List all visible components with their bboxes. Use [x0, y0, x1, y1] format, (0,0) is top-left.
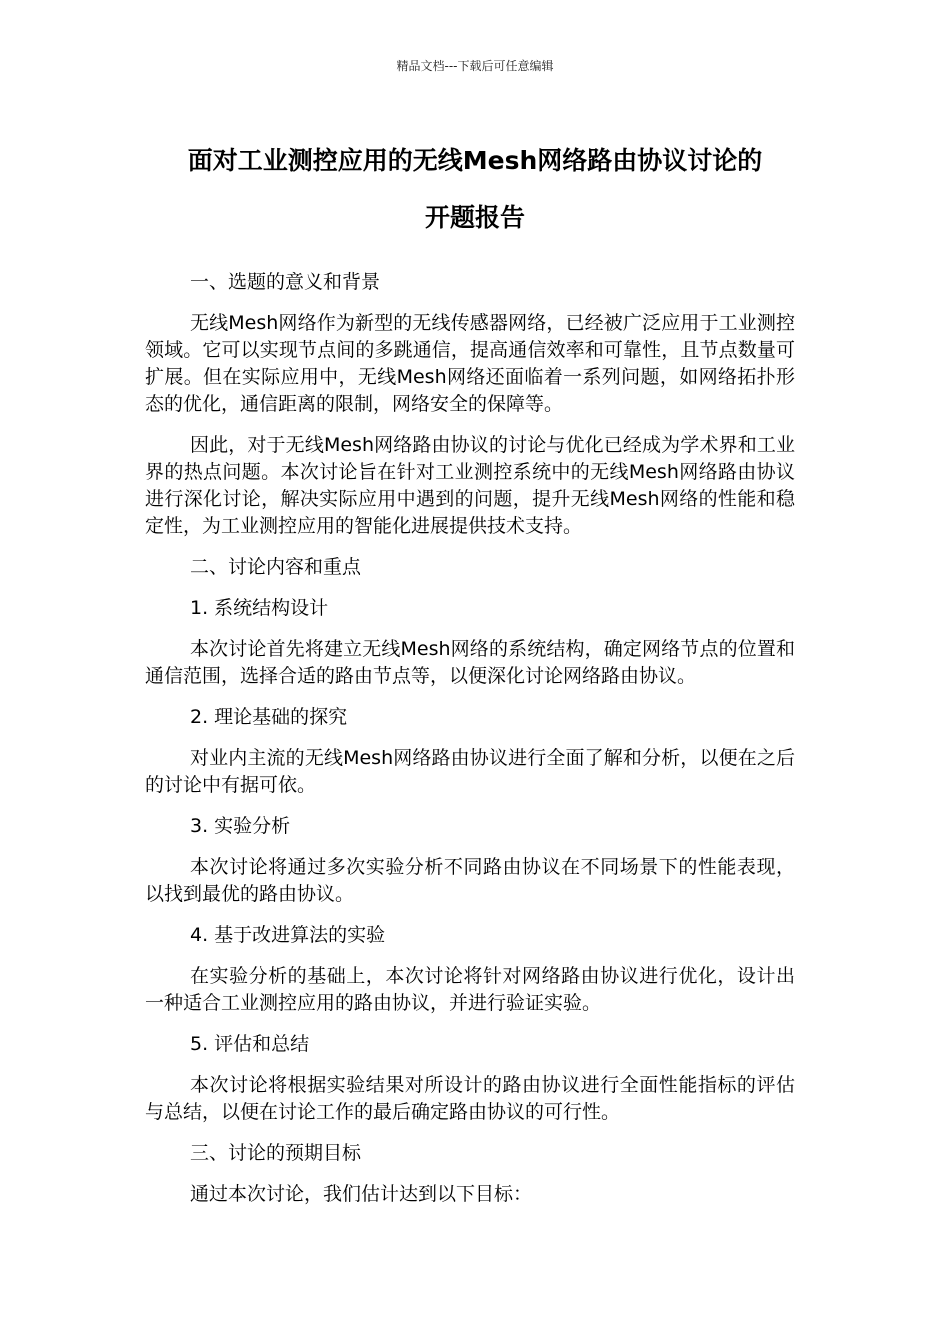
item3-text: 本次讨论将通过多次实验分析不同路由协议在不同场景下的性能表现，以找到最优的路由协议。 — [145, 856, 795, 905]
document-title — [100, 132, 850, 246]
document-body — [145, 269, 795, 1222]
section1-heading: 一、选题的意义和背景 — [190, 271, 381, 293]
item4-text: 在实验分析的基础上，本次讨论将针对网络路由协议进行优化，设计出一种适合工业测控应用的路由协议，并进行验证实验。 — [145, 965, 795, 1014]
item2-heading: 2. 理论基础的探究 — [190, 706, 348, 728]
section1-paragraph-1: 无线Mesh网络作为新型的无线传感器网络，已经被广泛应用于工业测控领域。它可以实现节点间的多跳通信，提高通信效率和可靠性，且节点数量可扩展。但在实际应用中，无线Mesh网络还面临着一系列问题，如网络拓扑形态的优化，通信距离的限制，网络安全的保障等。 — [145, 312, 795, 415]
item3-heading: 3. 实验分析 — [190, 815, 291, 837]
header-watermark: 精品文档---下载后可任意编辑 — [396, 59, 554, 73]
section1-paragraph-2: 因此，对于无线Mesh网络路由协议的讨论与优化已经成为学术界和工业界的热点问题。本次讨论旨在针对工业测控系统中的无线Mesh网络路由协议进行深化讨论，解决实际应用中遇到的问题，提升无线Mesh网络的性能和稳定性，为工业测控应用的智能化进展提供技术支持。 — [145, 434, 795, 537]
title-line-2: 开题报告 — [424, 203, 525, 232]
item5-text: 本次讨论将根据实验结果对所设计的路由协议进行全面性能指标的评估与总结，以便在讨论工作的最后确定路由协议的可行性。 — [145, 1074, 795, 1123]
item5-heading: 5. 评估和总结 — [190, 1033, 310, 1055]
item2-text: 对业内主流的无线Mesh网络路由协议进行全面了解和分析，以便在之后的讨论中有据可依。 — [145, 747, 795, 796]
section3-heading: 三、讨论的预期目标 — [190, 1142, 362, 1164]
section2-heading: 二、讨论内容和重点 — [190, 556, 362, 578]
title-line-1: 面对工业测控应用的无线Mesh网络路由协议讨论的 — [187, 146, 763, 175]
item1-heading: 1. 系统结构设计 — [190, 597, 329, 619]
item1-text: 本次讨论首先将建立无线Mesh网络的系统结构，确定网络节点的位置和通信范围，选择合适的路由节点等，以便深化讨论网络路由协议。 — [145, 638, 795, 687]
item4-heading: 4. 基于改进算法的实验 — [190, 924, 386, 946]
section3-text: 通过本次讨论，我们估计达到以下目标： — [190, 1183, 533, 1205]
